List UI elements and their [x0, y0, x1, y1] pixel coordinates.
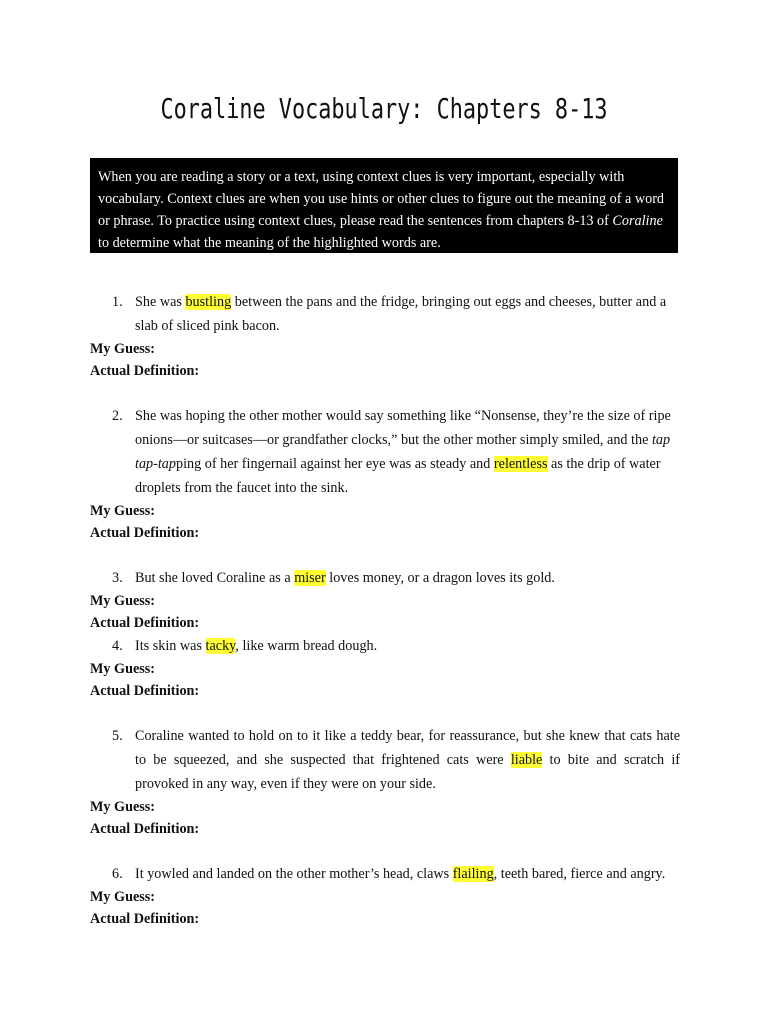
item-number: 6.: [112, 866, 123, 882]
vocabulary-list: [90, 290, 680, 930]
highlighted-word: tacky: [205, 638, 236, 654]
item-number: 3.: [112, 570, 123, 586]
vocab-item-3: [90, 566, 680, 590]
page-title: Coraline Vocabulary: Chapters 8-13: [160, 92, 608, 125]
my-guess-label: My Guess:: [90, 593, 156, 609]
vocab-item-6: [90, 862, 680, 886]
highlighted-word: bustling: [185, 294, 232, 310]
actual-definition-label: Actual Definition:: [90, 683, 200, 699]
item-sentence: Coraline wanted to hold on to it like a teddy bear, for reassurance, but she knew that cats hate to be squeezed, and she suspected that frightened cats were liable to bite and scratch if provoked in any way, even if they were on your side.: [135, 728, 681, 792]
my-guess-label: My Guess:: [90, 889, 156, 905]
my-guess-label: My Guess:: [90, 503, 156, 519]
instructions-box: [90, 158, 678, 253]
vocab-item-4: [90, 634, 680, 658]
highlighted-word: miser: [294, 570, 326, 586]
actual-definition-label: Actual Definition:: [90, 615, 200, 631]
item-sentence: She was bustling between the pans and the fridge, bringing out eggs and cheeses, butter and a slab of sliced pink bacon.: [135, 294, 667, 334]
my-guess-label: My Guess:: [90, 799, 156, 815]
actual-definition-label: Actual Definition:: [90, 911, 200, 927]
book-title: Coraline: [612, 213, 663, 229]
instructions-text: When you are reading a story or a text, using context clues is very important, especially with vocabulary. Context clues are when you use hints or other clues to figure out the meaning of a word or phrase. To practice using context clues, please read the sentences from chapters 8-13 of: [98, 169, 665, 229]
vocab-item-5: [90, 724, 680, 796]
italic-text: tap tap-tap: [135, 432, 671, 472]
item-sentence: It yowled and landed on the other mother’s head, claws flailing, teeth bared, fierce and angry.: [135, 866, 666, 882]
highlighted-word: liable: [510, 752, 543, 768]
highlighted-word: flailing: [452, 866, 494, 882]
highlighted-word: relentless: [493, 456, 548, 472]
my-guess-label: My Guess:: [90, 341, 156, 357]
vocab-item-2: [90, 404, 680, 500]
actual-definition-label: Actual Definition:: [90, 525, 200, 541]
my-guess-label: My Guess:: [90, 661, 156, 677]
item-number: 2.: [112, 408, 123, 424]
item-sentence: But she loved Coraline as a miser loves money, or a dragon loves its gold.: [135, 570, 555, 586]
item-number: 5.: [112, 728, 123, 744]
item-number: 4.: [112, 638, 123, 654]
actual-definition-label: Actual Definition:: [90, 821, 200, 837]
item-number: 1.: [112, 294, 123, 310]
vocab-item-1: [90, 290, 680, 338]
instructions-text-end: to determine what the meaning of the highlighted words are.: [98, 235, 441, 251]
actual-definition-label: Actual Definition:: [90, 363, 200, 379]
item-sentence: Its skin was tacky, like warm bread dough.: [135, 638, 378, 654]
item-sentence: She was hoping the other mother would say something like “Nonsense, they’re the size of ripe onions—or suitcases—or grandfather clocks,” but the other mother simply smiled, and the tap tap-tapping of her fingernail against her eye was as steady and relentless as the drip of water droplets from the faucet into the sink.: [135, 408, 671, 496]
